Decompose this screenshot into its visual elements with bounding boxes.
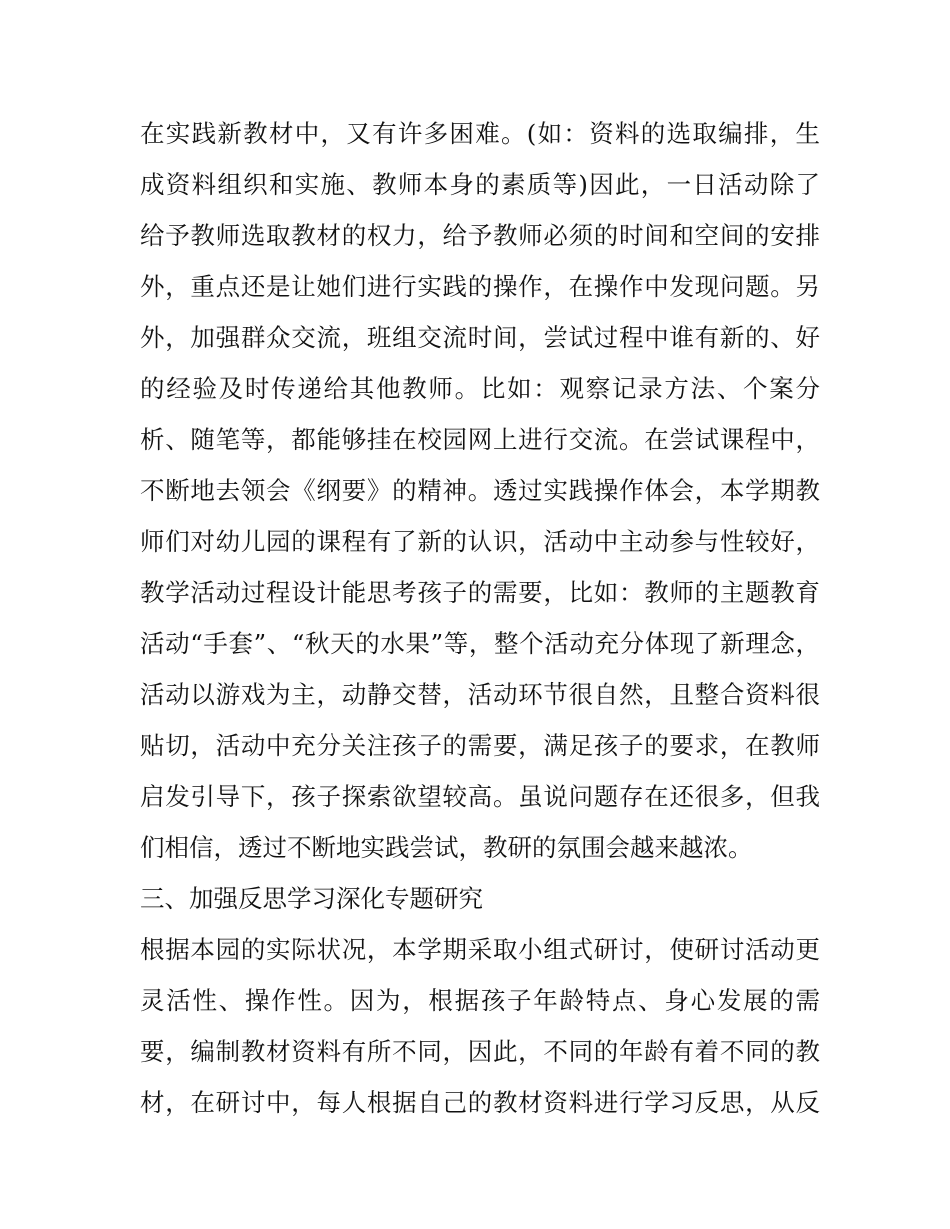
- paragraph-line: 外，重点还是让她们进行实践的操作，在操作中发现问题。另: [140, 272, 820, 301]
- paragraph-line: 灵活性、操作性。因为，根据孩子年龄特点、身心发展的需: [140, 986, 820, 1015]
- paragraph-line: 启发引导下，孩子探索欲望较高。虽说问题存在还很多，但我: [140, 782, 820, 811]
- paragraph-line: 析、随笔等，都能够挂在校园网上进行交流。在尝试课程中，: [140, 425, 820, 454]
- paragraph-line: 外，加强群众交流，班组交流时间，尝试过程中谁有新的、好: [140, 323, 820, 352]
- paragraph-line: 活动“手套”、“秋天的水果”等，整个活动充分体现了新理念，: [140, 629, 820, 658]
- paragraph-line: 根据本园的实际状况，本学期采取小组式研讨，使研讨活动更: [140, 935, 820, 964]
- document-body: [140, 108, 820, 1128]
- paragraph-line: 不断地去领会《纲要》的精神。透过实践操作体会，本学期教: [140, 476, 820, 505]
- paragraph-line: 成资料组织和实施、教师本身的素质等)因此，一日活动除了: [140, 170, 820, 199]
- paragraph-line: 师们对幼儿园的课程有了新的认识，活动中主动参与性较好，: [140, 527, 820, 556]
- paragraph-line: 活动以游戏为主，动静交替，活动环节很自然，且整合资料很: [140, 680, 820, 709]
- paragraph-line: 们相信，透过不断地实践尝试，教研的氛围会越来越浓。: [140, 833, 753, 862]
- paragraph-line: 的经验及时传递给其他教师。比如：观察记录方法、个案分: [140, 374, 820, 403]
- paragraph-line: 要，编制教材资料有所不同，因此，不同的年龄有着不同的教: [140, 1037, 820, 1066]
- paragraph-line: 给予教师选取教材的权力，给予教师必须的时间和空间的安排: [140, 221, 820, 250]
- paragraph-line: 教学活动过程设计能思考孩子的需要，比如：教师的主题教育: [140, 578, 820, 607]
- paragraph-line: 贴切，活动中充分关注孩子的需要，满足孩子的要求，在教师: [140, 731, 820, 760]
- paragraph-line: 在实践新教材中，又有许多困难。(如：资料的选取编排，生: [140, 119, 820, 148]
- paragraph-line: 材，在研讨中，每人根据自己的教材资料进行学习反思，从反: [140, 1088, 820, 1117]
- section-heading: 三、加强反思学习深化专题研究: [140, 884, 483, 913]
